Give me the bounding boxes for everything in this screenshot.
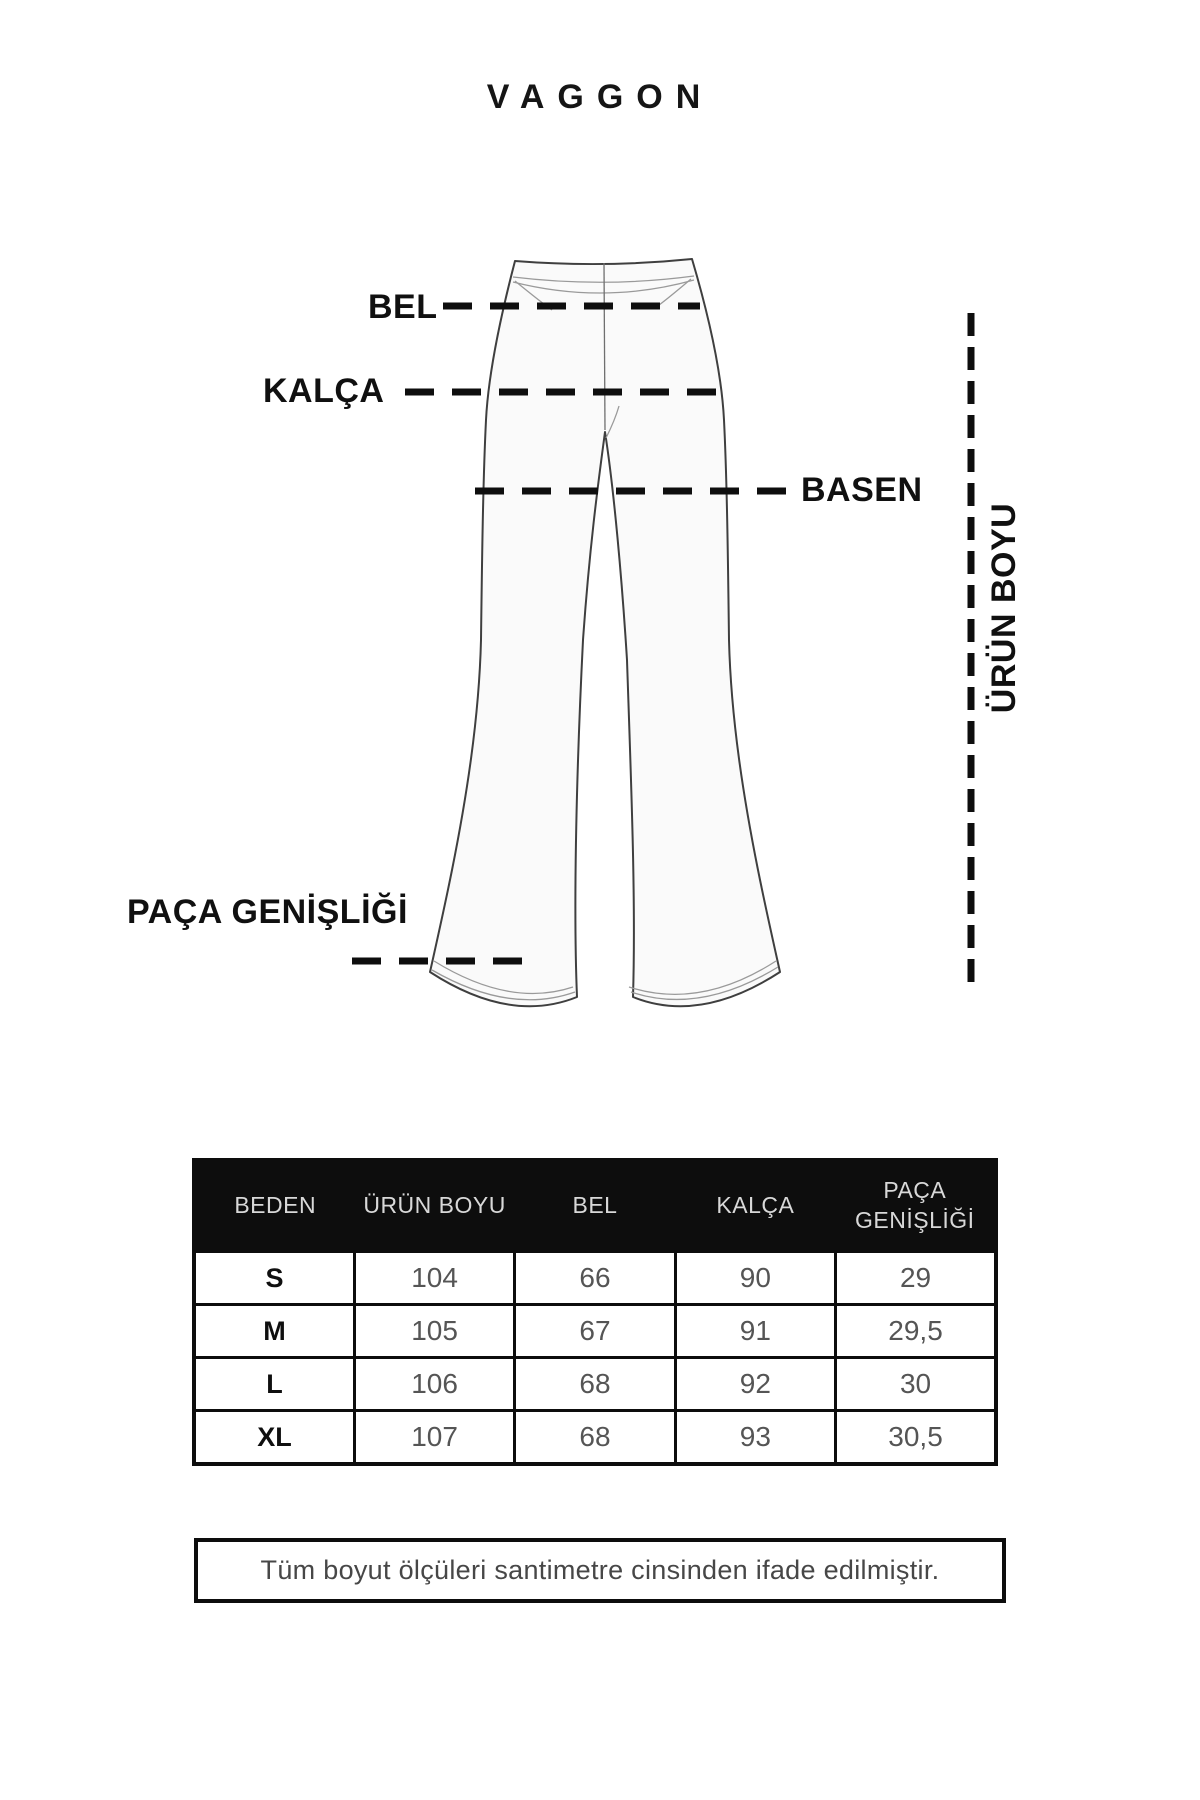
table-row [194, 1305, 996, 1358]
value-cell: 92 [675, 1358, 835, 1411]
table-row [194, 1411, 996, 1465]
col-header-bel: BEL [515, 1160, 675, 1252]
value-cell: 29,5 [836, 1305, 996, 1358]
size-table [192, 1158, 998, 1466]
col-header-beden: BEDEN [194, 1160, 354, 1252]
size-label: M [194, 1305, 354, 1358]
basen-label: BASEN [801, 471, 923, 509]
units-note-text: Tüm boyut ölçüleri santimetre cinsinden ifade edilmiştir. [260, 1555, 940, 1585]
col-header-kalca: KALÇA [675, 1160, 835, 1252]
urun-boyu-label: ÜRÜN BOYU [985, 502, 1023, 714]
paca-genisligi-label: PAÇA GENİŞLİĞİ [127, 893, 408, 931]
value-cell: 107 [354, 1411, 514, 1465]
value-cell: 30 [836, 1358, 996, 1411]
table-row [194, 1358, 996, 1411]
kalca-label: KALÇA [263, 372, 385, 410]
col-header-paca-genisligi: PAÇA GENİŞLİĞİ [836, 1160, 996, 1252]
size-label: S [194, 1252, 354, 1305]
value-cell: 93 [675, 1411, 835, 1465]
size-table-header [194, 1160, 996, 1252]
bel-label: BEL [368, 288, 438, 326]
size-label: XL [194, 1411, 354, 1465]
table-row [194, 1252, 996, 1305]
value-cell: 106 [354, 1358, 514, 1411]
brand-logo: VAGGON [486, 78, 714, 116]
value-cell: 105 [354, 1305, 514, 1358]
value-cell: 68 [515, 1411, 675, 1465]
size-label: L [194, 1358, 354, 1411]
value-cell: 66 [515, 1252, 675, 1305]
value-cell: 104 [354, 1252, 514, 1305]
value-cell: 91 [675, 1305, 835, 1358]
value-cell: 90 [675, 1252, 835, 1305]
units-note-box [194, 1538, 1006, 1603]
value-cell: 68 [515, 1358, 675, 1411]
col-header-urun-boyu: ÜRÜN BOYU [354, 1160, 514, 1252]
value-cell: 29 [836, 1252, 996, 1305]
value-cell: 67 [515, 1305, 675, 1358]
value-cell: 30,5 [836, 1411, 996, 1465]
